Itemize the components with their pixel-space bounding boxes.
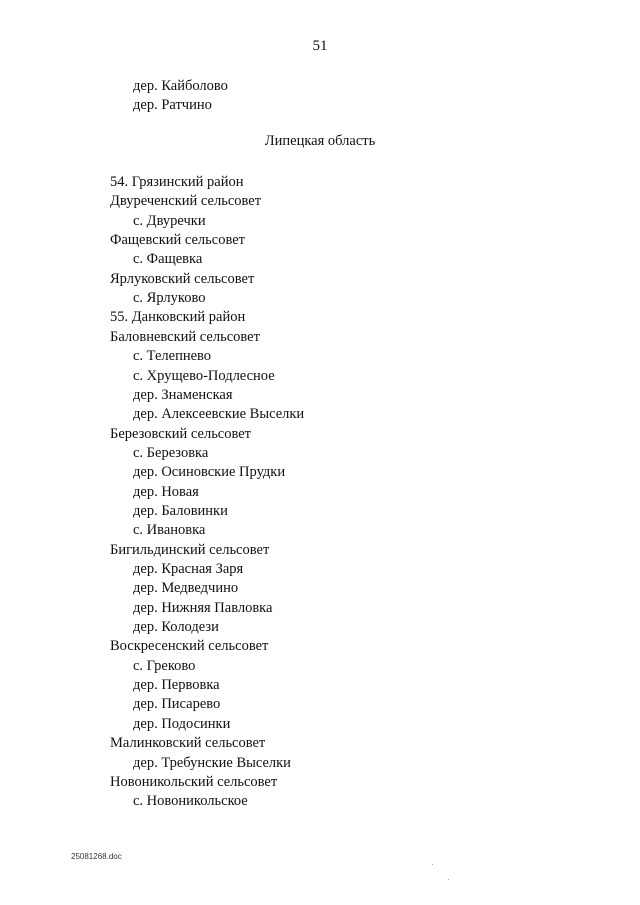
settlement-entry: с. Телепнево	[133, 348, 212, 364]
council-heading: Бигильдинский сельсовет	[110, 542, 270, 558]
council-heading: Фащевский сельсовет	[110, 232, 245, 248]
council-heading: Березовский сельсовет	[110, 426, 252, 442]
settlement-entry: с. Ярлуково	[133, 290, 206, 306]
settlement-entry: дер. Кайболово	[133, 78, 228, 94]
settlement-entry: дер. Писарево	[133, 696, 221, 712]
council-heading: Баловневский сельсовет	[110, 329, 260, 345]
settlement-entry: с. Новоникольское	[133, 793, 248, 809]
settlement-entry: дер. Медведчино	[133, 580, 239, 596]
council-heading: Ярлуковский сельсовет	[110, 271, 255, 287]
settlement-entry: дер. Первовка	[133, 677, 220, 693]
settlement-entry: дер. Нижняя Павловка	[133, 600, 273, 616]
settlement-entry: с. Березовка	[133, 445, 209, 461]
settlement-entry: дер. Красная Заря	[133, 561, 244, 577]
settlement-entry: дер. Колодези	[133, 619, 219, 635]
council-heading: Малинковский сельсовет	[110, 735, 266, 751]
settlement-entry: с. Ивановка	[133, 522, 206, 538]
scan-artifact	[448, 879, 449, 880]
region-heading: Липецкая область	[264, 133, 376, 149]
settlement-entry: с. Греково	[133, 658, 196, 674]
council-heading: Новоникольский сельсовет	[110, 774, 278, 790]
council-heading: Воскресенский сельсовет	[110, 638, 269, 654]
council-heading: Двуреченский сельсовет	[110, 193, 262, 209]
settlement-entry: дер. Алексеевские Выселки	[133, 406, 305, 422]
settlement-entry: с. Двуречки	[133, 213, 206, 229]
settlement-entry: с. Хрущево-Подлесное	[133, 368, 275, 384]
district-heading: 54. Грязинский район	[110, 174, 244, 190]
settlement-entry: дер. Знаменская	[133, 387, 233, 403]
district-heading: 55. Данковский район	[110, 309, 246, 325]
page-number: 51	[312, 38, 328, 54]
scan-artifact	[432, 864, 433, 865]
footer-document-name: 25081268.doc	[71, 852, 122, 861]
settlement-entry: дер. Подосинки	[133, 716, 231, 732]
settlement-entry: дер. Баловинки	[133, 503, 228, 519]
settlement-entry: дер. Осиновские Прудки	[133, 464, 286, 480]
settlement-entry: дер. Ратчино	[133, 97, 212, 113]
settlement-entry: с. Фащевка	[133, 251, 203, 267]
settlement-entry: дер. Новая	[133, 484, 199, 500]
settlement-entry: дер. Требунские Выселки	[133, 755, 291, 771]
